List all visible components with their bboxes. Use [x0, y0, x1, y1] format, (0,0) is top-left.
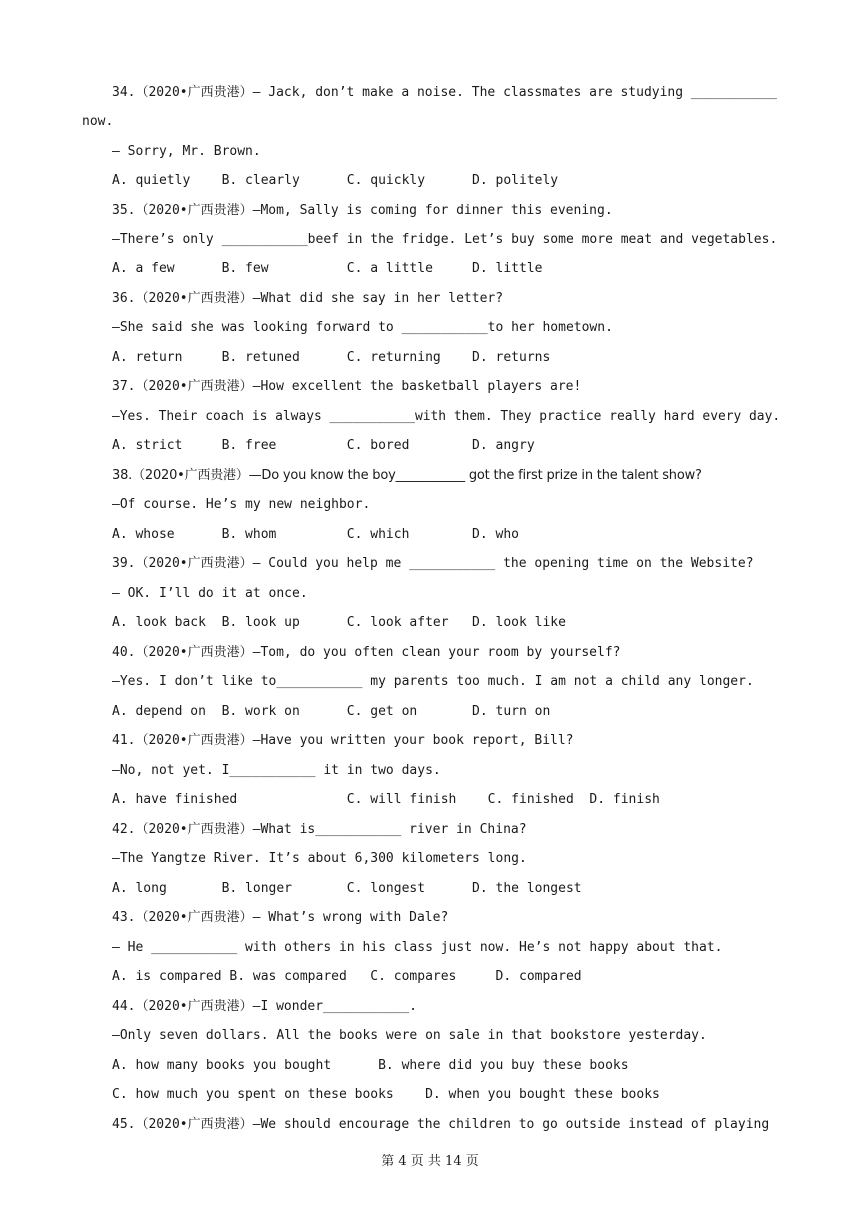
q38-reply: —Of course. He’s my new neighbor.	[112, 497, 371, 512]
q34-options: A. quietly B. clearly C. quickly D. politely	[112, 173, 559, 188]
q37-options: A. strict B. free C. bored D. angry	[112, 438, 535, 453]
q35-stem: 35.（2020•广西贵港）—Mom, Sally is coming for dinner this evening.	[112, 203, 613, 218]
q37-reply: —Yes. Their coach is always ___________with them. They practice really hard every day.	[112, 409, 781, 424]
q40-reply: —Yes. I don’t like to___________ my parents too much. I am not a child any longer.	[112, 674, 754, 689]
q44-reply: —Only seven dollars. All the books were on sale in that bookstore yesterday.	[112, 1028, 707, 1043]
q43-reply: — He ___________ with others in his class just now. He’s not happy about that.	[112, 940, 723, 955]
q35-reply: —There’s only ___________beef in the fridge. Let’s buy some more meat and vegetables.	[112, 232, 778, 247]
q34-stem-cont: now.	[82, 114, 114, 129]
q37-stem: 37.（2020•广西贵港）—How excellent the basketball players are!	[112, 379, 582, 394]
q45-stem: 45.（2020•广西贵港）—We should encourage the children to go outside instead of playing	[112, 1117, 770, 1132]
page-footer: 第 4 页 共 14 页	[381, 1154, 479, 1169]
q39-reply: — OK. I’ll do it at once.	[112, 586, 308, 601]
q36-options: A. return B. retuned C. returning D. returns	[112, 350, 551, 365]
q42-reply: —The Yangtze River. It’s about 6,300 kilometers long.	[112, 851, 527, 866]
q39-options: A. look back B. look up C. look after D. look like	[112, 615, 566, 630]
q41-options: A. have finished C. will finish C. finished D. finish	[112, 792, 660, 807]
q44-options-ab: A. how many books you bought B. where did you buy these books	[112, 1058, 629, 1073]
q39-stem: 39.（2020•广西贵港）— Could you help me ___________ the opening time on the Website?	[112, 556, 754, 571]
q44-options-cd: C. how much you spent on these books D. when you bought these books	[112, 1087, 660, 1102]
q43-options: A. is compared B. was compared C. compares D. compared	[112, 969, 582, 984]
q38-stem: 38.（2020•广西贵港）—Do you know the boy___________ got the first prize in the talent show?	[112, 468, 702, 483]
q41-reply: —No, not yet. I___________ it in two days.	[112, 763, 441, 778]
q40-stem: 40.（2020•广西贵港）—Tom, do you often clean your room by yourself?	[112, 645, 621, 660]
q36-reply: —She said she was looking forward to ___________to her hometown.	[112, 320, 613, 335]
q40-options: A. depend on B. work on C. get on D. turn on	[112, 704, 551, 719]
q41-stem: 41.（2020•广西贵港）—Have you written your book report, Bill?	[112, 733, 574, 748]
q42-options: A. long B. longer C. longest D. the longest	[112, 881, 582, 896]
q38-options: A. whose B. whom C. which D. who	[112, 527, 519, 542]
q42-stem: 42.（2020•广西贵港）—What is___________ river in China?	[112, 822, 527, 837]
q43-stem: 43.（2020•广西贵港）— What’s wrong with Dale?	[112, 910, 449, 925]
q34-reply: — Sorry, Mr. Brown.	[112, 144, 261, 159]
q44-stem: 44.（2020•广西贵港）—I wonder___________.	[112, 999, 417, 1014]
q36-stem: 36.（2020•广西贵港）—What did she say in her letter?	[112, 291, 504, 306]
q34-stem: 34.（2020•广西贵港）— Jack, don’t make a noise. The classmates are studying ___________	[112, 85, 777, 100]
q35-options: A. a few B. few C. a little D. little	[112, 261, 543, 276]
